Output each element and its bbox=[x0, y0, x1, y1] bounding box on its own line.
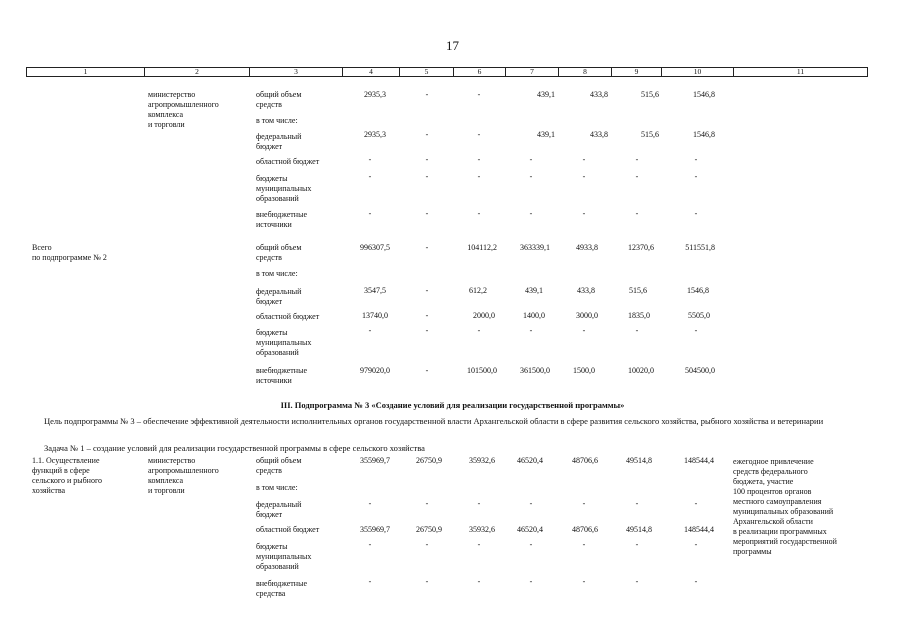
value-cell: - bbox=[694, 499, 698, 508]
funding-label-federal: федеральный бюджет bbox=[256, 132, 302, 151]
funding-label-regional: областной бюджет bbox=[256, 525, 320, 534]
value-cell: 4933,8 bbox=[576, 243, 598, 252]
value-cell: 504500,0 bbox=[685, 366, 715, 375]
value-cell: - bbox=[477, 90, 481, 99]
value-cell: 439,1 bbox=[525, 286, 543, 295]
value-cell: - bbox=[582, 499, 586, 508]
value-cell: 1546,8 bbox=[693, 130, 715, 139]
value-cell: - bbox=[425, 172, 429, 181]
value-cell: 433,8 bbox=[577, 286, 595, 295]
value-cell: 104112,2 bbox=[467, 243, 497, 252]
value-cell: - bbox=[425, 577, 429, 586]
funding-label-regional: областной бюджет bbox=[256, 312, 320, 321]
column-number: 5 bbox=[399, 68, 453, 76]
value-cell: 979020,0 bbox=[360, 366, 390, 375]
value-cell: - bbox=[425, 326, 429, 335]
funding-label-general: общий объем средств bbox=[256, 456, 302, 475]
value-cell: - bbox=[635, 499, 639, 508]
value-cell: - bbox=[635, 577, 639, 586]
column-number: 3 bbox=[249, 68, 342, 76]
value-cell: - bbox=[425, 540, 429, 549]
column-number: 6 bbox=[453, 68, 505, 76]
value-cell: - bbox=[477, 130, 481, 139]
value-cell: 2935,3 bbox=[364, 130, 386, 139]
value-cell: - bbox=[477, 577, 481, 586]
column-number: 11 bbox=[733, 68, 867, 76]
value-cell: - bbox=[425, 286, 429, 295]
value-cell: - bbox=[425, 155, 429, 164]
value-cell: - bbox=[694, 155, 698, 164]
funding-label-including: в том числе: bbox=[256, 483, 298, 492]
value-cell: 439,1 bbox=[537, 130, 555, 139]
value-cell: - bbox=[635, 540, 639, 549]
value-cell: - bbox=[529, 499, 533, 508]
value-cell: - bbox=[694, 209, 698, 218]
funding-label-offbudget: внебюджетные источники bbox=[256, 366, 307, 385]
value-cell: - bbox=[635, 172, 639, 181]
value-cell: 35932,6 bbox=[469, 525, 495, 534]
value-cell: - bbox=[694, 540, 698, 549]
value-cell: - bbox=[368, 209, 372, 218]
value-cell: 3547,5 bbox=[364, 286, 386, 295]
executor-name: министерство агропромышленного комплекса и торговли bbox=[148, 90, 219, 129]
value-cell: 3000,0 bbox=[576, 311, 598, 320]
funding-label-federal: федеральный бюджет bbox=[256, 287, 302, 306]
value-cell: 1835,0 bbox=[628, 311, 650, 320]
funding-label-municipal: бюджеты муниципальных образований bbox=[256, 328, 312, 357]
column-number: 1 bbox=[83, 67, 88, 76]
section-heading: III. Подпрограмма № 3 «Создание условий для реализации государственной программы» bbox=[280, 400, 625, 410]
value-cell: - bbox=[425, 499, 429, 508]
value-cell: - bbox=[368, 499, 372, 508]
value-cell: 612,2 bbox=[469, 286, 487, 295]
funding-label-municipal: бюджеты муниципальных образований bbox=[256, 174, 312, 203]
value-cell: 26750,9 bbox=[416, 525, 442, 534]
page-number: 17 bbox=[446, 38, 459, 53]
value-cell: 515,6 bbox=[641, 130, 659, 139]
column-number: 7 bbox=[505, 68, 558, 76]
value-cell: - bbox=[582, 577, 586, 586]
value-cell: 1500,0 bbox=[573, 366, 595, 375]
value-cell: - bbox=[529, 577, 533, 586]
value-cell: - bbox=[635, 209, 639, 218]
value-cell: - bbox=[477, 209, 481, 218]
funding-label-regional: областной бюджет bbox=[256, 157, 320, 166]
value-cell: 515,6 bbox=[629, 286, 647, 295]
value-cell: 148544,4 bbox=[684, 525, 714, 534]
value-cell: - bbox=[368, 326, 372, 335]
value-cell: 26750,9 bbox=[416, 456, 442, 465]
value-cell: 433,8 bbox=[590, 130, 608, 139]
value-cell: 355969,7 bbox=[360, 525, 390, 534]
column-number: 4 bbox=[342, 68, 399, 76]
value-cell: 511551,8 bbox=[685, 243, 715, 252]
value-cell: 1546,8 bbox=[687, 286, 709, 295]
value-cell: - bbox=[477, 326, 481, 335]
value-cell: - bbox=[477, 172, 481, 181]
funding-label-municipal: бюджеты муниципальных образований bbox=[256, 542, 312, 571]
value-cell: - bbox=[635, 155, 639, 164]
value-cell: 363339,1 bbox=[520, 243, 550, 252]
value-cell: - bbox=[529, 540, 533, 549]
value-cell: - bbox=[529, 209, 533, 218]
value-cell: 2935,3 bbox=[364, 90, 386, 99]
value-cell: - bbox=[425, 311, 429, 320]
funding-label-including: в том числе: bbox=[256, 269, 298, 278]
value-cell: 49514,8 bbox=[626, 525, 652, 534]
value-cell: - bbox=[368, 155, 372, 164]
section-goal-text: Цель подпрограммы № 3 – обеспечение эффективной деятельности исполнительных органов государственной власти Архангельской области в сфере развития сельского хозяйства, рыбного хозяйства и ветеринарии bbox=[44, 416, 824, 426]
value-cell: - bbox=[425, 209, 429, 218]
funding-label-offbudget: внебюджетные источники bbox=[256, 210, 307, 229]
value-cell: - bbox=[425, 130, 429, 139]
expected-result-text: ежегодное привлечение средств федерального бюджета, участие 100 процентов органов местного самоуправления муниципальных образований Архангельской области в реализации программных мероприятий государственной программы bbox=[733, 457, 837, 556]
value-cell: - bbox=[694, 577, 698, 586]
value-cell: 46520,4 bbox=[517, 456, 543, 465]
value-cell: - bbox=[368, 172, 372, 181]
value-cell: - bbox=[529, 155, 533, 164]
column-number: 8 bbox=[558, 68, 611, 76]
funding-label-general: общий объем средств bbox=[256, 243, 302, 262]
value-cell: 439,1 bbox=[537, 90, 555, 99]
value-cell: 13740,0 bbox=[362, 311, 388, 320]
funding-label-general: общий объем средств bbox=[256, 90, 302, 109]
value-cell: - bbox=[582, 326, 586, 335]
value-cell: - bbox=[694, 326, 698, 335]
column-number: 2 bbox=[144, 68, 249, 76]
value-cell: - bbox=[529, 172, 533, 181]
funding-label-including: в том числе: bbox=[256, 116, 298, 125]
column-number: 10 bbox=[661, 68, 733, 76]
value-cell: 48706,6 bbox=[572, 525, 598, 534]
column-number-row bbox=[26, 67, 868, 77]
value-cell: - bbox=[582, 540, 586, 549]
value-cell: - bbox=[477, 540, 481, 549]
activity-name: 1.1. Осуществление функций в сфере сельского и рыбного хозяйства bbox=[32, 456, 103, 495]
value-cell: 515,6 bbox=[641, 90, 659, 99]
funding-label-federal: федеральный бюджет bbox=[256, 500, 302, 519]
total-subprogram-2-label: Всего по подпрограмме № 2 bbox=[32, 243, 107, 262]
value-cell: 433,8 bbox=[590, 90, 608, 99]
value-cell: 148544,4 bbox=[684, 456, 714, 465]
funding-label-offbudget: внебюджетные средства bbox=[256, 579, 307, 598]
value-cell: 996307,5 bbox=[360, 243, 390, 252]
value-cell: 46520,4 bbox=[517, 525, 543, 534]
value-cell: 101500,0 bbox=[467, 366, 497, 375]
value-cell: - bbox=[477, 499, 481, 508]
executor-name: министерство агропромышленного комплекса и торговли bbox=[148, 456, 219, 495]
value-cell: - bbox=[477, 155, 481, 164]
value-cell: 12370,6 bbox=[628, 243, 654, 252]
column-number: 9 bbox=[611, 68, 661, 76]
value-cell: 1400,0 bbox=[523, 311, 545, 320]
value-cell: - bbox=[425, 243, 429, 252]
value-cell: 10020,0 bbox=[628, 366, 654, 375]
value-cell: 49514,8 bbox=[626, 456, 652, 465]
value-cell: - bbox=[425, 366, 429, 375]
value-cell: 2000,0 bbox=[473, 311, 495, 320]
value-cell: 35932,6 bbox=[469, 456, 495, 465]
value-cell: - bbox=[694, 172, 698, 181]
value-cell: 1546,8 bbox=[693, 90, 715, 99]
value-cell: - bbox=[368, 577, 372, 586]
value-cell: - bbox=[425, 90, 429, 99]
value-cell: 48706,6 bbox=[572, 456, 598, 465]
value-cell: 5505,0 bbox=[688, 311, 710, 320]
value-cell: - bbox=[635, 326, 639, 335]
value-cell: - bbox=[529, 326, 533, 335]
value-cell: 355969,7 bbox=[360, 456, 390, 465]
value-cell: - bbox=[582, 209, 586, 218]
value-cell: - bbox=[582, 155, 586, 164]
value-cell: 361500,0 bbox=[520, 366, 550, 375]
value-cell: - bbox=[368, 540, 372, 549]
task-heading: Задача № 1 – создание условий для реализации государственной программы в сфере сельского хозяйства bbox=[44, 443, 425, 453]
value-cell: - bbox=[582, 172, 586, 181]
